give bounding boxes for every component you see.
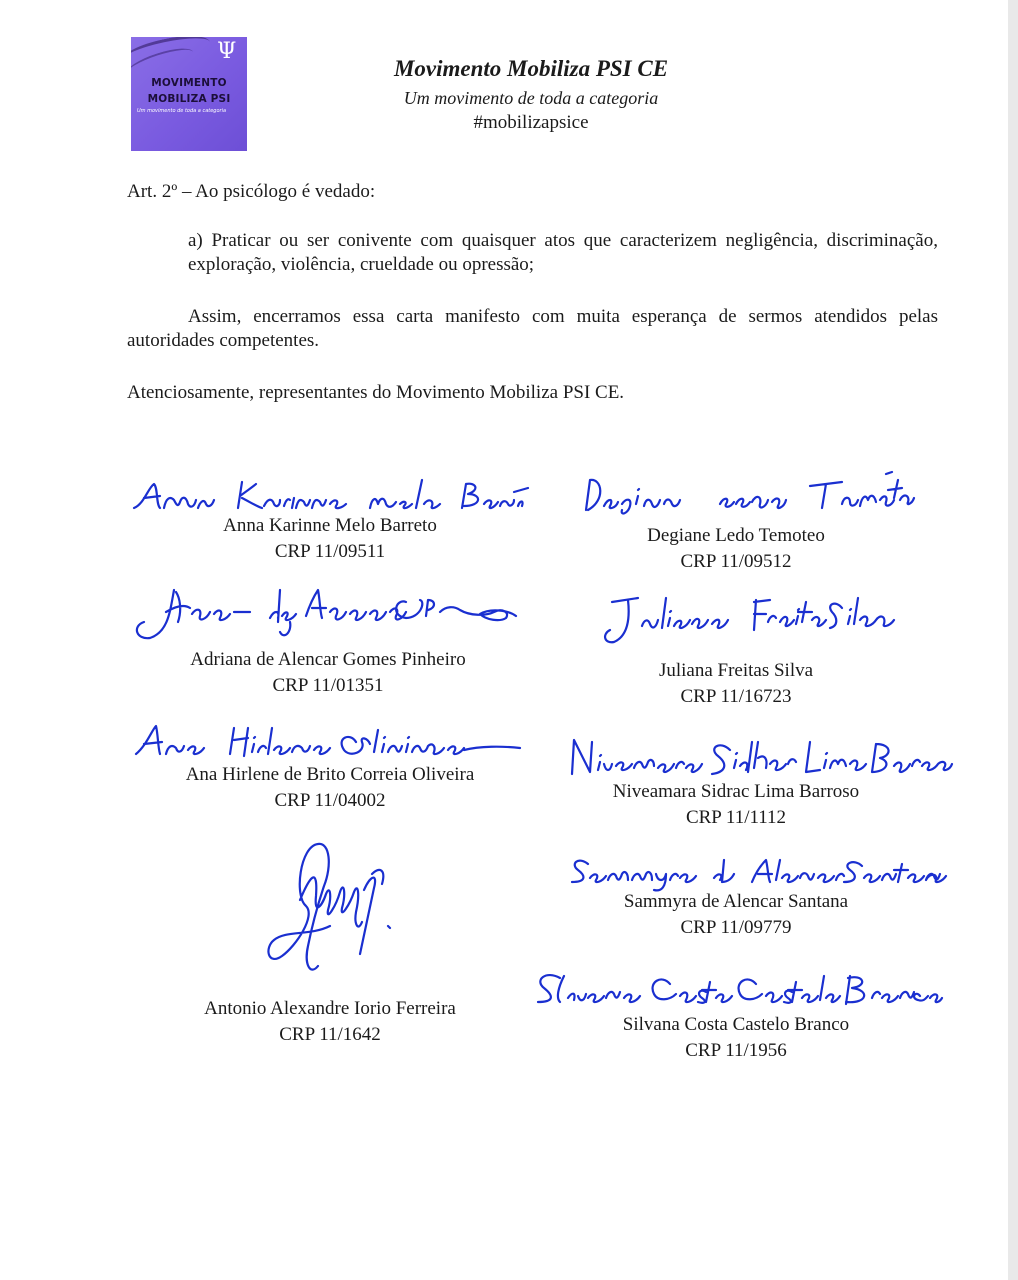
signatory-name: Degiane Ledo Temoteo bbox=[647, 525, 825, 546]
signature-anna-karinne bbox=[130, 474, 530, 518]
signature-juliana-freitas bbox=[600, 590, 900, 648]
signatory-crp: CRP 11/1112 bbox=[685, 807, 787, 828]
signatory-name: Ana Hirlene de Brito Correia Oliveira bbox=[185, 764, 475, 785]
signatory-crp: CRP 11/1642 bbox=[279, 1024, 381, 1045]
signature-antonio-alexandre bbox=[260, 836, 400, 984]
logo-line-1: MOVIMENTO bbox=[151, 77, 227, 89]
logo-line-2: MOBILIZA PSI bbox=[147, 93, 231, 105]
signatory-name: Adriana de Alencar Gomes Pinheiro bbox=[190, 649, 466, 670]
article-item-a: a) Praticar ou ser conivente com quaisquer atos que caracterizem negligência, discriminação, exploração, violência, crueldade ou opressão; bbox=[188, 230, 938, 275]
signatory-crp: CRP 11/09512 bbox=[680, 551, 792, 572]
signatory-crp: CRP 11/09511 bbox=[274, 541, 386, 562]
signatory-name: Silvana Costa Castelo Branco bbox=[622, 1014, 850, 1035]
signature-degiane-ledo bbox=[580, 470, 920, 520]
signatory-crp: CRP 11/16723 bbox=[680, 686, 792, 707]
closing-paragraph: Assim, encerramos essa carta manifesto com muita esperança de sermos atendidos pelas autoridades competentes. bbox=[127, 306, 938, 351]
logo-tagline: Um movimento de toda a categoria bbox=[137, 108, 227, 114]
regards-line: Atenciosamente, representantes do Movimento Mobiliza PSI CE. bbox=[127, 382, 625, 403]
signatory-crp: CRP 11/09779 bbox=[680, 917, 792, 938]
header-hashtag: #mobilizapsice bbox=[473, 112, 589, 133]
article-heading: Art. 2º – Ao psicólogo é vedado: bbox=[127, 181, 376, 202]
signatory-crp: CRP 11/04002 bbox=[274, 790, 386, 811]
signatory-crp: CRP 11/01351 bbox=[272, 675, 384, 696]
signatory-name: Juliana Freitas Silva bbox=[658, 660, 814, 681]
header-title: Movimento Mobiliza PSI CE bbox=[393, 56, 669, 81]
signatory-crp: CRP 11/1956 bbox=[685, 1040, 787, 1061]
signature-silvana-costa bbox=[530, 968, 944, 1012]
signature-adriana-alencar bbox=[130, 582, 530, 646]
page-edge bbox=[1008, 0, 1018, 1280]
signatory-name: Anna Karinne Melo Barreto bbox=[223, 515, 437, 536]
psi-icon: Ψ bbox=[217, 39, 237, 64]
signatory-name: Antonio Alexandre Iorio Ferreira bbox=[204, 998, 456, 1019]
signature-niveamara-sidrac bbox=[566, 734, 956, 784]
signature-sammyra-alencar bbox=[566, 852, 950, 890]
signature-ana-hirlene bbox=[130, 720, 530, 764]
signatory-name: Niveamara Sidrac Lima Barroso bbox=[612, 781, 860, 802]
movement-logo bbox=[131, 37, 247, 151]
signatory-name: Sammyra de Alencar Santana bbox=[623, 891, 849, 912]
header-subtitle: Um movimento de toda a categoria bbox=[403, 88, 659, 108]
